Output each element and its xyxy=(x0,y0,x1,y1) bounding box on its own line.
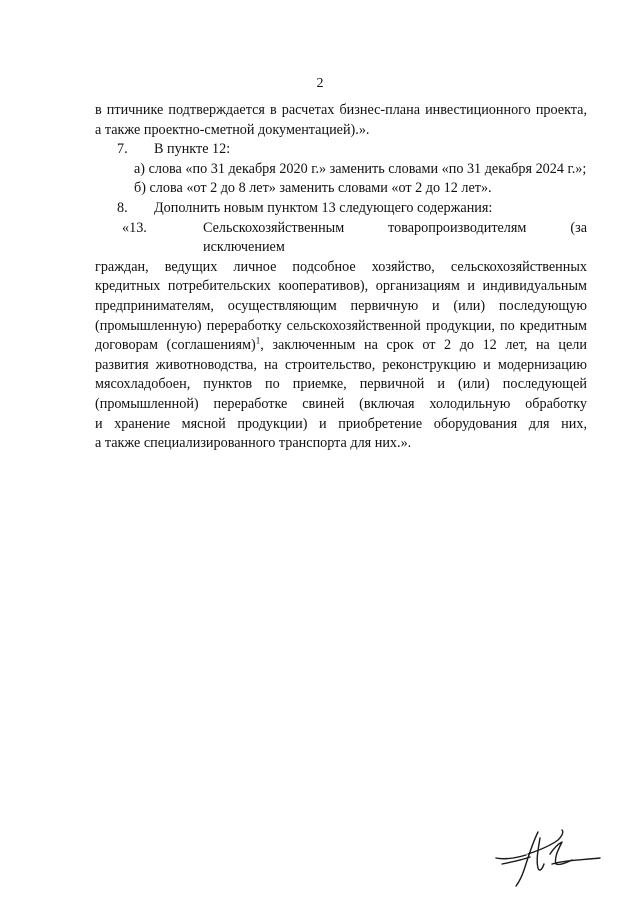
list-item-text: Дополнить новым пунктом 13 следующего содержания: xyxy=(154,199,493,216)
sub-item-a: а) слова «по 31 декабря 2020 г.» заменить словами «по 31 декабря 2024 г.»; xyxy=(134,160,587,177)
footnote-marker: 1 xyxy=(255,335,261,346)
paragraph-continuation-line: в птичнике подтверждается в расчетах бизнес-плана инвестиционного проекта, xyxy=(95,102,587,118)
quoted-item-text: , заключенным на срок от 2 до 12 лет, на цели xyxy=(260,337,587,354)
document-body xyxy=(95,101,587,454)
list-item-number: 7. xyxy=(117,141,128,158)
quoted-item-line: мясохладобоен, пунктов по приемке, первичной и (или) последующей xyxy=(95,376,587,393)
quoted-item-line: предпринимателям, осуществляющим первичную и (или) последующую xyxy=(95,297,587,314)
quoted-item-number: «13. xyxy=(122,219,147,236)
paragraph-continuation-line: а также проектно-сметной документацией).». xyxy=(95,121,370,138)
quoted-item-line: граждан, ведущих личное подсобное хозяйство, сельскохозяйственных xyxy=(95,258,587,275)
list-item-7 xyxy=(95,140,587,160)
list-item-number: 8. xyxy=(117,199,128,216)
list-item-8 xyxy=(95,199,587,219)
quoted-item-line: и хранение мясной продукции) и приобретение оборудования для них, xyxy=(95,415,587,432)
quoted-item-line: (промышленную) переработку сельскохозяйственной продукции, по кредитным xyxy=(95,317,587,334)
quoted-item-line: развития животноводства, на строительство, реконструкцию и модернизацию xyxy=(95,356,587,373)
handwritten-signature xyxy=(492,824,604,890)
quoted-item-line-with-footnote xyxy=(95,336,587,356)
quoted-item-text: договорам (соглашениям) xyxy=(95,337,256,354)
quoted-item-line: (промышленной) переработке свиней (включая холодильную обработку xyxy=(95,395,587,412)
quoted-item-line: кредитных потребительских кооперативов), организациям и индивидуальным xyxy=(95,278,587,295)
quoted-item-13-first-line xyxy=(95,219,587,258)
list-item-text: В пункте 12: xyxy=(154,141,231,158)
quoted-item-line: а также специализированного транспорта для них.». xyxy=(95,435,412,452)
quoted-item-text: Сельскохозяйственным товаропроизводителям (за исключением xyxy=(203,219,587,256)
sub-item-b: б) слова «от 2 до 8 лет» заменить словами «от 2 до 12 лет». xyxy=(134,180,492,197)
page-number: 2 xyxy=(316,76,324,91)
